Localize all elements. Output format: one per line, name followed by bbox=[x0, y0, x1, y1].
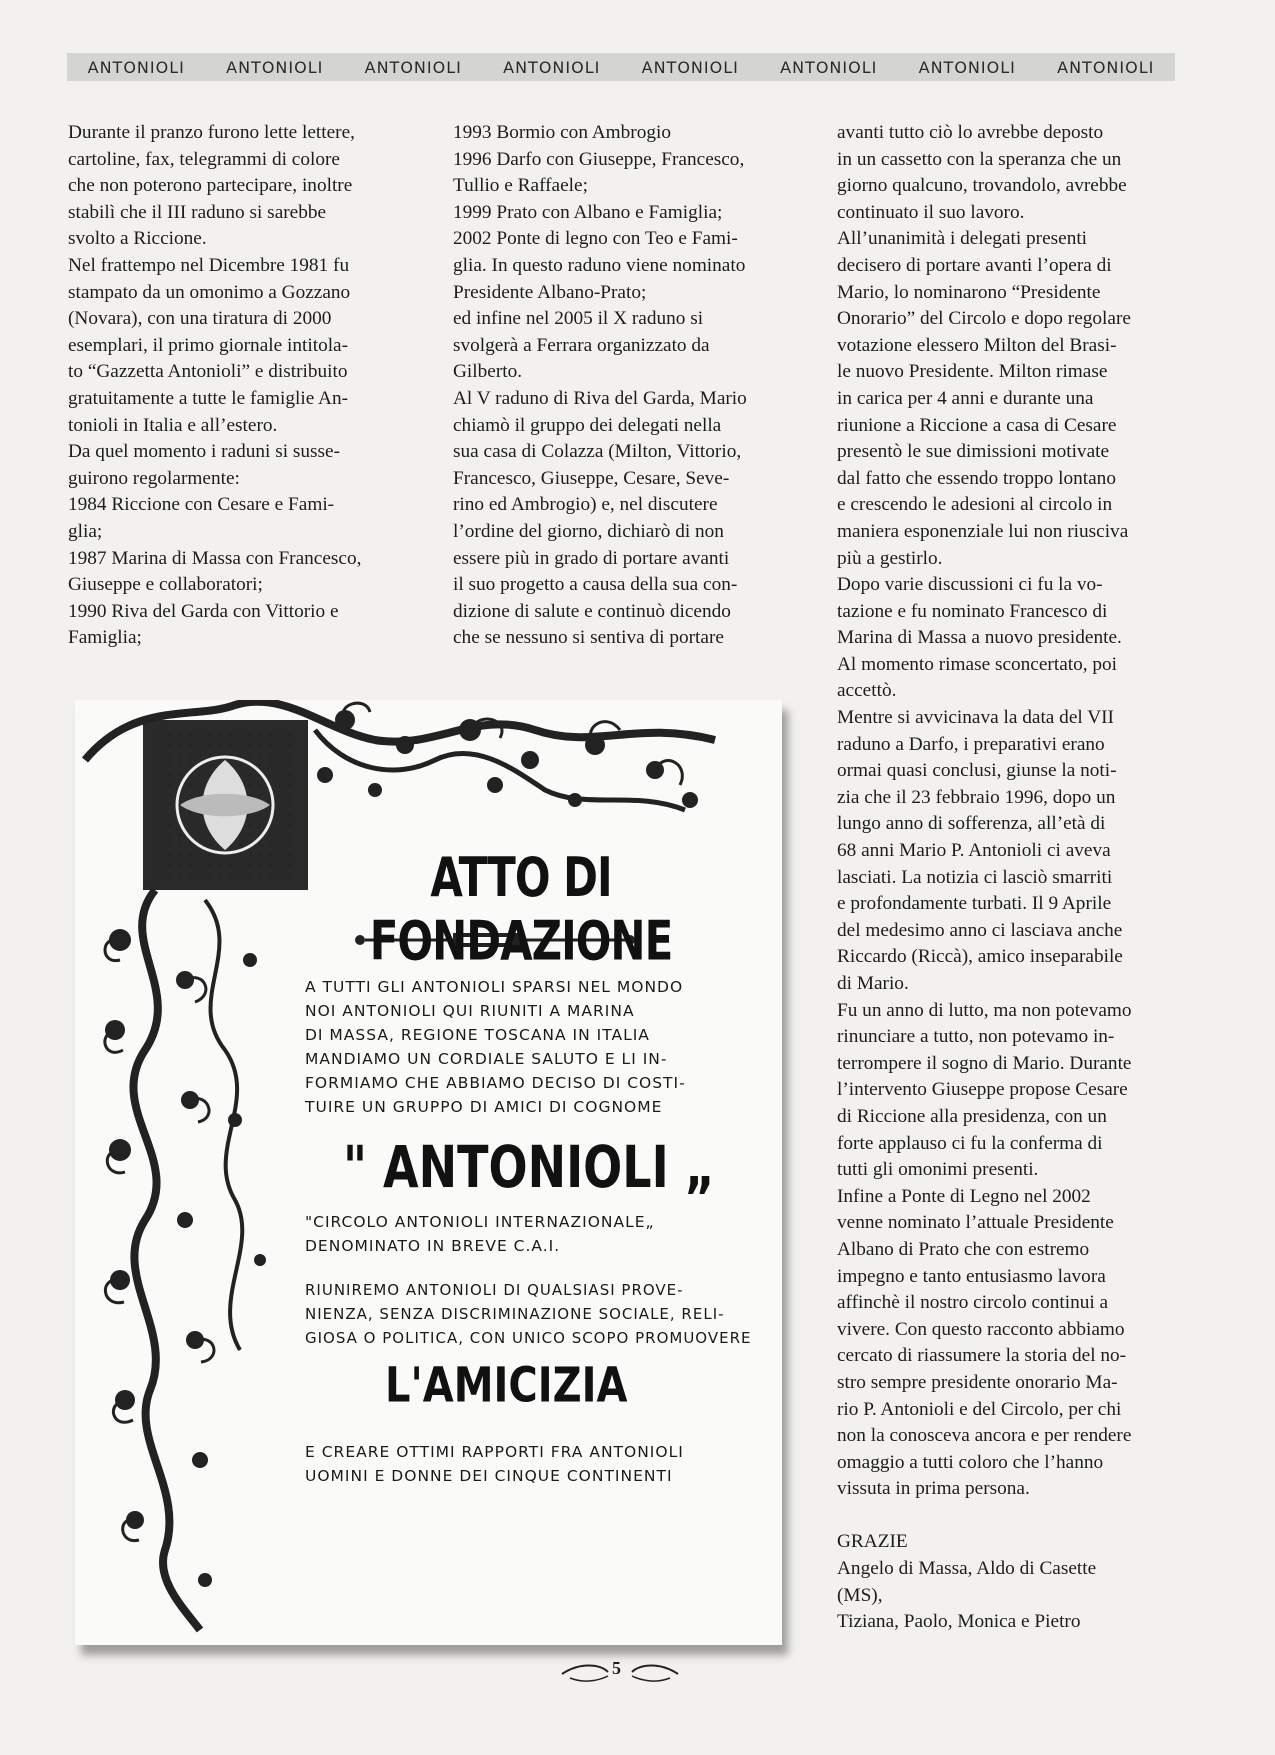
text-line: gratuitamente a tutte le famiglie An- bbox=[68, 387, 349, 409]
text-line: dal fatto che essendo troppo lontano bbox=[837, 467, 1116, 489]
text-line: 2002 Ponte di legno con Teo e Fami- bbox=[453, 228, 738, 250]
running-header bbox=[67, 53, 1175, 81]
document-line: E CREARE OTTIMI RAPPORTI FRA ANTONIOLI bbox=[305, 1443, 684, 1461]
text-line: Nel frattempo nel Dicembre 1981 fu bbox=[68, 254, 350, 276]
document-closing bbox=[305, 1440, 765, 1488]
text-line: vissuta in prima persona. bbox=[837, 1478, 1030, 1500]
text-line: (Novara), con una tiratura di 2000 bbox=[68, 308, 332, 330]
text-line: continuato il suo lavoro. bbox=[837, 201, 1025, 223]
document-line: DI MASSA, REGIONE TOSCANA IN ITALIA bbox=[305, 1026, 650, 1044]
text-line: svolgerà a Ferrara organizzato da bbox=[453, 334, 710, 356]
text-line: Fu un anno di lutto, ma non potevamo bbox=[837, 999, 1132, 1021]
text-line: più a gestirlo. bbox=[837, 547, 943, 569]
text-line: svolto a Riccione. bbox=[68, 228, 207, 250]
text-line: All’unanimità i delegati presenti bbox=[837, 228, 1088, 250]
text-line: chiamò il gruppo dei delegati nella bbox=[453, 414, 722, 436]
text-line: Riccardo (Riccà), amico inseparabile bbox=[837, 946, 1123, 968]
text-column-1 bbox=[68, 120, 406, 652]
text-line: 1990 Riva del Garda con Vittorio e bbox=[68, 600, 339, 622]
close-quote: „ bbox=[684, 1133, 715, 1201]
text-line: 1984 Riccione con Cesare e Fami- bbox=[68, 494, 335, 516]
text-line: l’intervento Giuseppe propose Cesare bbox=[837, 1079, 1128, 1101]
text-line: in carica per 4 anni e durante una bbox=[837, 387, 1094, 409]
document-line: FORMIAMO CHE ABBIAMO DECISO DI COSTI- bbox=[305, 1074, 686, 1092]
text-line: Mentre si avvicinava la data del VII bbox=[837, 707, 1114, 729]
text-line: rio P. Antonioli e del Circolo, per chi bbox=[837, 1398, 1122, 1420]
text-line: decisero di portare avanti l’opera di bbox=[837, 254, 1112, 276]
text-line: lungo anno di sofferenza, all’età di bbox=[837, 813, 1106, 835]
text-line: 1996 Darfo con Giuseppe, Francesco, bbox=[453, 148, 745, 170]
text-line: cartoline, fax, telegrammi di colore bbox=[68, 148, 340, 170]
text-line: Infine a Ponte di Legno nel 2002 bbox=[837, 1185, 1091, 1207]
text-line: giorno qualcuno, trovandolo, avrebbe bbox=[837, 175, 1127, 197]
text-line: Gilberto. bbox=[453, 361, 523, 383]
header-label: ANTONIOLI bbox=[87, 57, 185, 77]
header-label: ANTONIOLI bbox=[641, 57, 739, 77]
text-line: l’ordine del giorno, dichiarò di non bbox=[453, 520, 724, 542]
text-line: vivere. Con questo racconto abbiamo bbox=[837, 1318, 1125, 1340]
text-line: rinunciare a tutto, non potevamo in- bbox=[837, 1026, 1115, 1048]
text-line: raduno a Darfo, i preparativi erano bbox=[837, 733, 1105, 755]
text-line: votazione elessero Milton del Brasi- bbox=[837, 334, 1117, 356]
text-line: esemplari, il primo giornale intitola- bbox=[68, 334, 349, 356]
text-line: GRAZIE bbox=[837, 1531, 908, 1553]
text-column-3 bbox=[837, 120, 1176, 1636]
text-line: stabilì che il III raduno si sarebbe bbox=[68, 201, 327, 223]
text-line: non la conosceva ancora e per rendere bbox=[837, 1425, 1132, 1447]
document-intro bbox=[305, 975, 765, 1119]
page-number: 5 bbox=[612, 1658, 621, 1678]
document-line: "CIRCOLO ANTONIOLI INTERNAZIONALE„ bbox=[305, 1213, 655, 1231]
text-line: venne nominato l’attuale Presidente bbox=[837, 1212, 1114, 1234]
text-line: Angelo di Massa, Aldo di Casette bbox=[837, 1558, 1097, 1580]
header-label: ANTONIOLI bbox=[364, 57, 462, 77]
text-line: del medesimo anno ci lasciava anche bbox=[837, 919, 1123, 941]
text-line: e crescendo le adesioni al circolo in bbox=[837, 494, 1113, 516]
text-line: essere più in grado di portare avanti bbox=[453, 547, 730, 569]
text-line: Albano di Prato che con estremo bbox=[837, 1238, 1090, 1260]
text-line: 1993 Bormio con Ambrogio bbox=[453, 122, 671, 143]
text-line: rino ed Ambrogio) e, nel discutere bbox=[453, 494, 718, 516]
text-line: tazione e fu nominato Francesco di bbox=[837, 600, 1108, 622]
text-line: Al V raduno di Riva del Garda, Mario bbox=[453, 387, 747, 409]
text-line bbox=[837, 1503, 1176, 1530]
text-line: Famiglia; bbox=[68, 627, 142, 649]
header-label: ANTONIOLI bbox=[1057, 57, 1155, 77]
document-circolo bbox=[305, 1210, 765, 1258]
header-label: ANTONIOLI bbox=[226, 57, 324, 77]
text-line: cercato di riassumere la storia del no- bbox=[837, 1345, 1127, 1367]
text-line: maniera esponenziale lui non riusciva bbox=[837, 520, 1129, 542]
text-line: le nuovo Presidente. Milton rimase bbox=[837, 361, 1108, 383]
text-line: Dopo varie discussioni ci fu la vo- bbox=[837, 574, 1103, 596]
text-line: ormai quasi conclusi, giunse la noti- bbox=[837, 760, 1117, 782]
text-line: Tiziana, Paolo, Monica e Pietro bbox=[837, 1611, 1081, 1633]
text-line: e profondamente turbati. Il 9 Aprile bbox=[837, 893, 1112, 915]
document-friendship: L'AMICIZIA bbox=[385, 1358, 628, 1414]
text-line: stampato da un omonimo a Gozzano bbox=[68, 281, 351, 303]
document-line: RIUNIREMO ANTONIOLI DI QUALSIASI PROVE- bbox=[305, 1281, 684, 1299]
text-line: glia. In questo raduno viene nominato bbox=[453, 254, 746, 276]
text-line: to “Gazzetta Antonioli” e distribuito bbox=[68, 361, 348, 383]
text-line: terrompere il sogno di Mario. Durante bbox=[837, 1052, 1132, 1074]
text-line: Mario, lo nominarono “Presidente bbox=[837, 281, 1101, 303]
text-column-2 bbox=[453, 120, 793, 652]
text-line: Durante il pranzo furono lette lettere, bbox=[68, 122, 355, 143]
document-line: NOI ANTONIOLI QUI RIUNITI A MARINA bbox=[305, 1002, 635, 1020]
text-line: presentò le sue dimissioni motivate bbox=[837, 441, 1110, 463]
text-line: tutti gli omonimi presenti. bbox=[837, 1159, 1039, 1181]
text-line: impegno e tanto entusiasmo lavora bbox=[837, 1265, 1106, 1287]
header-label: ANTONIOLI bbox=[918, 57, 1016, 77]
text-line: riunione a Riccione a casa di Cesare bbox=[837, 414, 1117, 436]
text-line: tonioli in Italia e all’estero. bbox=[68, 414, 278, 436]
text-line: di Mario. bbox=[837, 973, 909, 994]
text-line: che se nessuno si sentiva di portare bbox=[453, 627, 724, 649]
text-line: (MS), bbox=[837, 1584, 883, 1606]
text-line: che non poterono partecipare, inoltre bbox=[68, 175, 353, 197]
text-line: lasciati. La notizia ci lasciò smarriti bbox=[837, 866, 1113, 888]
text-line: Marina di Massa a nuovo presidente. bbox=[837, 627, 1122, 649]
text-line: guirono regolarmente: bbox=[68, 467, 240, 489]
text-line: Presidente Albano-Prato; bbox=[453, 281, 647, 303]
open-quote: " bbox=[343, 1133, 367, 1201]
text-line: avanti tutto ciò lo avrebbe deposto bbox=[837, 122, 1104, 143]
document-line: A TUTTI GLI ANTONIOLI SPARSI NEL MONDO bbox=[305, 978, 684, 996]
document-line: DENOMINATO IN BREVE C.A.I. bbox=[305, 1237, 561, 1255]
text-line: affinchè il nostro circolo continui a bbox=[837, 1292, 1109, 1314]
text-line: forte applauso ci fu la conferma di bbox=[837, 1132, 1103, 1154]
document-name: ANTONIOLI bbox=[382, 1133, 669, 1201]
text-line: Giuseppe e collaboratori; bbox=[68, 574, 263, 596]
text-line: zia che il 23 febbraio 1996, dopo un bbox=[837, 786, 1116, 808]
text-line: 68 anni Mario P. Antonioli ci aveva bbox=[837, 840, 1111, 862]
text-line: Al momento rimase sconcertato, poi bbox=[837, 653, 1118, 675]
header-label: ANTONIOLI bbox=[503, 57, 601, 77]
text-line: 1999 Prato con Albano e Famiglia; bbox=[453, 201, 723, 223]
document-line: TUIRE UN GRUPPO DI AMICI DI COGNOME bbox=[305, 1098, 663, 1116]
document-title: ATTO DI FONDAZIONE bbox=[369, 845, 673, 973]
document-line: GIOSA O POLITICA, CON UNICO SCOPO PROMUOVERE bbox=[305, 1329, 752, 1347]
text-line: di Riccione alla presidenza, con un bbox=[837, 1105, 1107, 1127]
document-line: MANDIAMO UN CORDIALE SALUTO E LI IN- bbox=[305, 1050, 668, 1068]
document-name-line bbox=[343, 1133, 715, 1201]
document-line: UOMINI E DONNE DEI CINQUE CONTINENTI bbox=[305, 1467, 673, 1485]
text-line: sua casa di Colazza (Milton, Vittorio, bbox=[453, 441, 742, 463]
text-line: Francesco, Giuseppe, Cesare, Seve- bbox=[453, 467, 730, 489]
text-line: glia; bbox=[68, 520, 103, 542]
text-line: Onorario” del Circolo e dopo regolare bbox=[837, 308, 1131, 330]
header-label: ANTONIOLI bbox=[780, 57, 878, 77]
text-line: omaggio a tutti coloro che l’hanno bbox=[837, 1451, 1104, 1473]
text-line: dizione di salute e continuò dicendo bbox=[453, 600, 731, 622]
text-line: stro sempre presidente onorario Ma- bbox=[837, 1371, 1118, 1393]
document-purpose bbox=[305, 1278, 775, 1350]
text-line: Tullio e Raffaele; bbox=[453, 175, 588, 197]
text-line: ed infine nel 2005 il X raduno si bbox=[453, 308, 704, 330]
text-line: 1987 Marina di Massa con Francesco, bbox=[68, 547, 362, 569]
text-line: in un cassetto con la speranza che un bbox=[837, 148, 1122, 170]
text-line: il suo progetto a causa della sua con- bbox=[453, 574, 738, 596]
text-line: accettò. bbox=[837, 680, 897, 702]
founding-document-image bbox=[75, 700, 782, 1645]
document-line: NIENZA, SENZA DISCRIMINAZIONE SOCIALE, RELI- bbox=[305, 1305, 725, 1323]
text-line: Da quel momento i raduni si susse- bbox=[68, 441, 341, 463]
